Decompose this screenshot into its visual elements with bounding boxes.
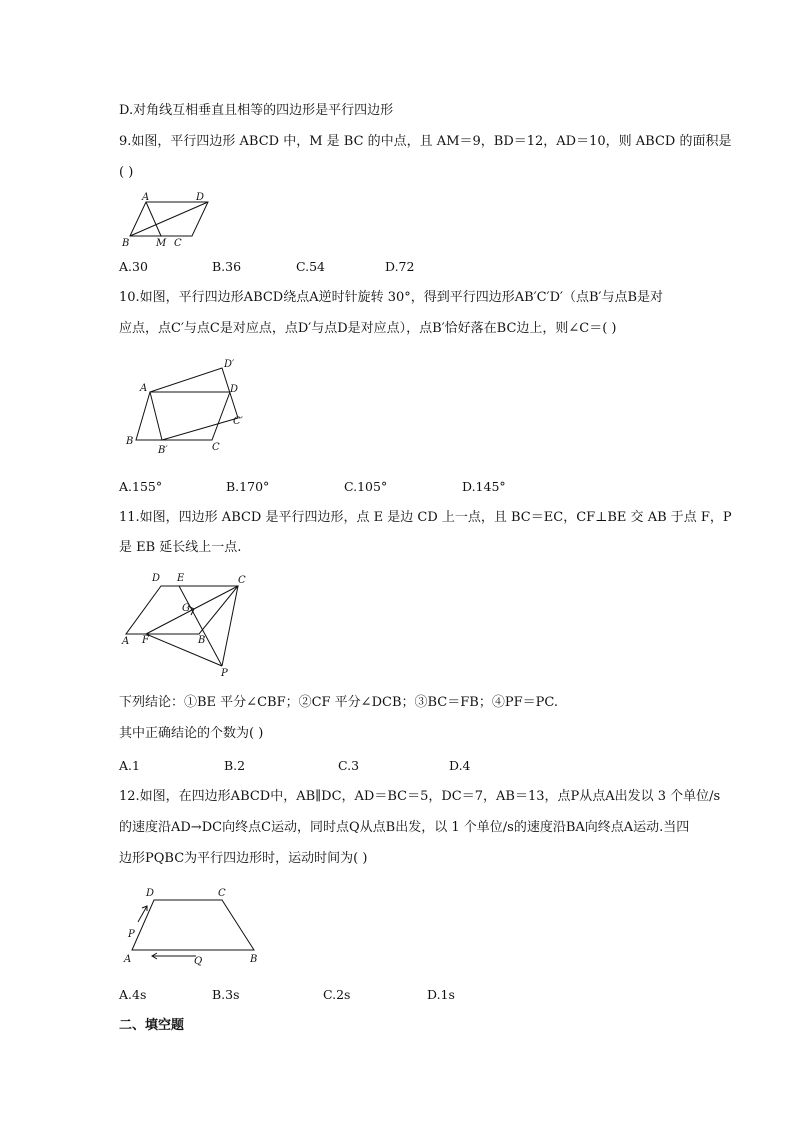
q12-label-a: A — [124, 954, 132, 965]
q12-option-c: C.2s — [323, 987, 351, 1002]
q9-label-a: A — [142, 192, 150, 203]
q10-label-b-prime: B′ — [158, 445, 168, 456]
q11-label-c: C — [238, 575, 246, 586]
q10-option-b: B.170° — [226, 479, 270, 494]
q11-label-p: P — [221, 668, 228, 679]
q12-figure — [118, 884, 268, 969]
q10-label-a: A — [140, 383, 148, 394]
q12-label-q: Q — [194, 956, 203, 967]
q12-stem-line3: 边形PQBC为平行四边形时，运动时间为( ) — [119, 851, 368, 866]
q11-option-c: C.3 — [338, 758, 360, 773]
q10-option-d: D.145° — [462, 479, 506, 494]
q8-option-d: D.对角线互相垂直且相等的四边形是平行四边形 — [119, 103, 394, 118]
q10-label-d: D — [230, 384, 239, 395]
q12-option-d: D.1s — [427, 987, 455, 1002]
q12-stem-line2: 的速度沿AD→DC向终点C运动，同时点Q从点B出发，以 1 个单位/s的速度沿BA向终点A运动.当四 — [119, 820, 690, 835]
q11-label-a: A — [122, 636, 130, 647]
q9-label-b: B — [122, 238, 130, 249]
q10-label-b: B — [126, 436, 134, 447]
q12-option-b: B.3s — [212, 987, 240, 1002]
q9-label-m: M — [156, 238, 167, 249]
q9-segment-bd — [130, 202, 208, 236]
q11-question: 其中正确结论的个数为( ) — [119, 726, 264, 741]
q11-option-d: D.4 — [449, 758, 471, 773]
q10-option-a: A.155° — [119, 479, 163, 494]
q10-label-d-prime: D′ — [224, 359, 235, 370]
q11-figure — [118, 566, 258, 680]
q11-stem-line2: 是 EB 延长线上一点. — [119, 540, 242, 555]
q9-segment-am — [146, 202, 161, 236]
q11-label-b: B — [198, 635, 206, 646]
q11-conclusions: 下列结论：①BE 平分∠CBF；②CF 平分∠DCB；③BC＝FB；④PF＝PC. — [119, 695, 558, 710]
q9-stem-line1: 9.如图，平行四边形 ABCD 中，M 是 BC 的中点，且 AM＝9，BD＝12，AD＝10，则 ABCD 的面积是 — [119, 134, 732, 149]
q12-stem-line1: 12.如图，在四边形ABCD中，AB∥DC，AD＝BC＝5，DC＝7，AB＝13，点P从点A出发以 3 个单位/s — [119, 789, 721, 804]
q10-parallelogram-abcd — [136, 392, 230, 440]
q12-label-d: D — [146, 888, 155, 899]
q11-option-b: B.2 — [224, 758, 246, 773]
q10-parallelogram-abcd-prime — [150, 368, 238, 440]
q10-stem-line1: 10.如图，平行四边形ABCD绕点A逆时针旋转 30°，得到平行四边形AB′C′D′（点B′与点B是对 — [119, 290, 664, 305]
q12-label-c: C — [218, 888, 226, 899]
q9-figure — [118, 190, 218, 250]
section-heading: 二、填空题 — [119, 1018, 185, 1033]
q11-label-d: D — [152, 573, 161, 584]
q10-option-c: C.105° — [344, 479, 388, 494]
q11-label-g: G — [182, 603, 190, 614]
q11-label-f: F — [142, 635, 149, 646]
q10-figure — [120, 355, 250, 455]
q9-option-c: C.54 — [296, 259, 325, 274]
q11-segment-fp — [146, 634, 222, 666]
q10-label-c-prime: C′ — [233, 416, 243, 427]
q11-segment-cf — [146, 586, 238, 634]
q11-option-a: A.1 — [119, 758, 140, 773]
q9-option-b: B.36 — [212, 259, 242, 274]
q9-option-d: D.72 — [385, 259, 415, 274]
q9-label-d: D — [196, 192, 205, 203]
q11-label-e: E — [177, 573, 185, 584]
q12-label-p: P — [128, 929, 135, 940]
q10-label-c: C — [212, 442, 220, 453]
q9-label-c: C — [174, 238, 182, 249]
q12-trapezoid — [132, 900, 254, 950]
q9-stem-line2: ( ) — [119, 165, 134, 180]
q10-stem-line2: 应点，点C′与点C是对应点，点D′与点D是对应点），点B′恰好落在BC边上，则∠C＝( ) — [119, 321, 617, 336]
q12-option-a: A.4s — [119, 987, 147, 1002]
q11-stem-line1: 11.如图，四边形 ABCD 是平行四边形，点 E 是边 CD 上一点，且 BC＝EC，CF⊥BE 交 AB 于点 F，P — [119, 510, 732, 525]
q9-option-a: A.30 — [119, 259, 148, 274]
q12-label-b: B — [250, 954, 258, 965]
q11-segment-cp — [222, 586, 238, 666]
